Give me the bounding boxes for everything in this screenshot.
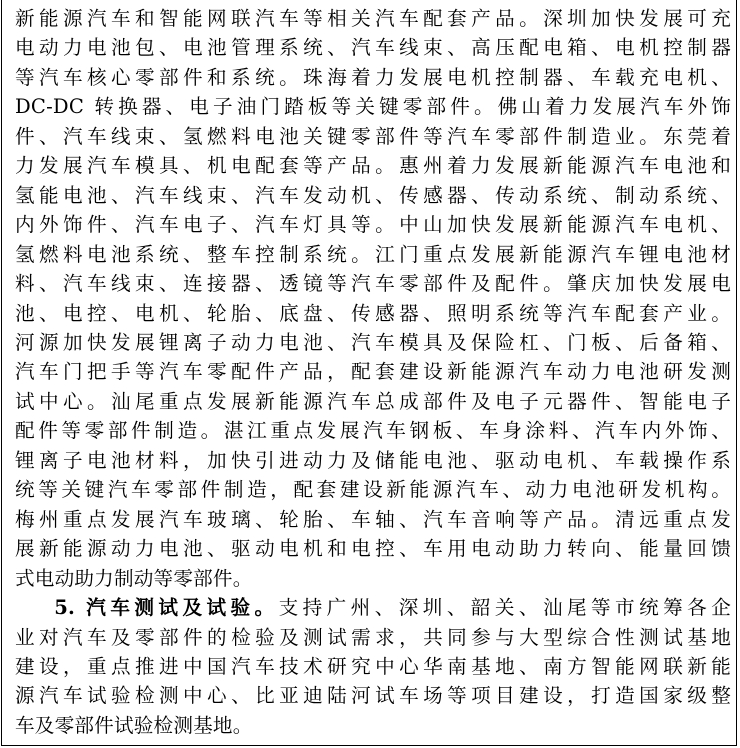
text-line: 统等关键汽车零部件制造，配套建设新能源汽车、动力电池研发机构。 [15,478,731,502]
text-line: 配件等零部件制造。湛江重点发展汽车钢板、车身涂料、汽车内外饰、 [15,419,731,443]
text-line: 电动力电池包、电池管理系统、汽车线束、高压配电箱、电机控制器 [15,36,731,60]
text-line: 氢燃料电池系统、整车控制系统。江门重点发展新能源汽车锂电池材 [15,242,731,266]
text-line: DC-DC 转换器、电子油门踏板等关键零部件。佛山着力发展汽车外饰 [15,95,731,119]
section-5-paragraph [15,593,731,740]
section-5-heading: 5. 汽车测试及试验。 [54,596,279,620]
text-line: 展新能源动力电池、驱动电机和电控、车用电动助力转向、能量回馈 [15,537,731,561]
text-line: 式电动助力制动等零部件。 [15,566,253,590]
text-line: 车及零部件试验检测基地。 [15,713,253,737]
document-body [15,4,731,740]
text-line: 内外饰件、汽车电子、汽车灯具等。中山加快发展新能源汽车电机、 [15,213,731,237]
text-line: 力发展汽车模具、机电配套等产品。惠州着力发展新能源汽车电池和 [15,154,731,178]
text-line: 氢能电池、汽车线束、汽车发动机、传感器、传动系统、制动系统、 [15,183,731,207]
text-line: 料、汽车线束、连接器、透镜等汽车零部件及配件。肇庆加快发展电 [15,272,731,296]
text-line: 河源加快发展锂离子动力电池、汽车模具及保险杠、门板、后备箱、 [15,330,731,354]
text-line: 试中心。汕尾重点发展新能源汽车总成部件及电子元器件、智能电子 [15,389,731,413]
text-line: 建设，重点推进中国汽车技术研究中心华南基地、南方智能网联新能 [15,654,731,678]
document-page [1,0,737,746]
text-line: 汽车门把手等汽车零配件产品，配套建设新能源汽车动力电池研发测 [15,360,731,384]
text-line: 新能源汽车和智能网联汽车等相关汽车配套产品。深圳加快发展可充 [15,7,731,30]
text-line: 锂离子电池材料，加快引进动力及储能电池、驱动电机、车载操作系 [15,448,731,472]
section-5-first-body: 支持广州、深圳、韶关、汕尾等市统筹各企 [278,596,731,620]
text-line: 梅州重点发展汽车玻璃、轮胎、车轴、汽车音响等产品。清远重点发 [15,507,731,531]
text-line: 等汽车核心零部件和系统。珠海着力发展电机控制器、车载充电机、 [15,65,731,89]
text-line: 源汽车试验检测中心、比亚迪陆河试车场等项目建设，打造国家级整 [15,684,731,708]
section-5-first-line [15,593,731,622]
text-line: 池、电控、电机、轮胎、底盘、传感器、照明系统等汽车配套产业。 [15,301,731,325]
text-line: 件、汽车线束、氢燃料电池关键零部件等汽车零部件制造业。东莞着 [15,124,731,148]
text-line: 业对汽车及零部件的检验及测试需求，共同参与大型综合性测试基地 [15,625,731,649]
paragraph-continuation [15,4,731,593]
